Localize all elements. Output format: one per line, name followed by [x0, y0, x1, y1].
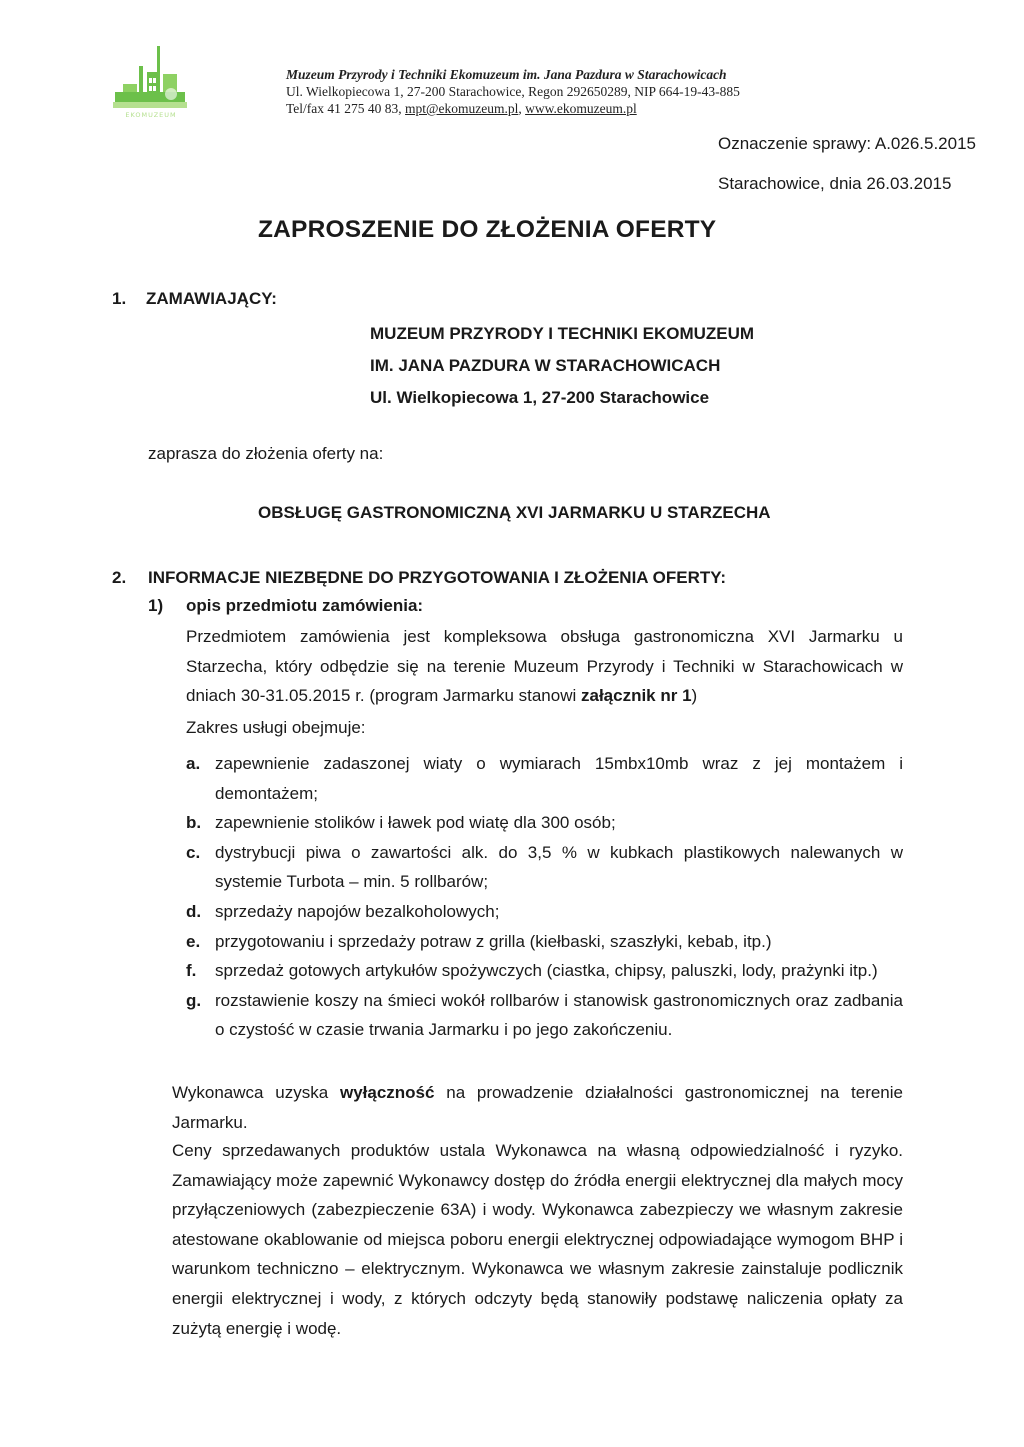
- section-1-title: ZAMAWIAJĄCY:: [146, 289, 277, 308]
- contact-separator: ,: [518, 101, 526, 116]
- exclusivity-post: na prowadzenie działalności gastronomicznej na terenie Jarmarku.: [172, 1083, 903, 1132]
- place-date: Starachowice, dnia 26.03.2015: [718, 174, 952, 193]
- ekomuzeum-logo: [113, 44, 189, 122]
- section-2-heading: [112, 568, 726, 588]
- list-item: [186, 808, 903, 838]
- item-letter: e.: [186, 931, 201, 951]
- address-line: Ul. Wielkopiecowa 1, 27-200 Starachowice, Regon 292650289, NIP 664-19-43-885: [286, 84, 740, 99]
- list-item: [186, 838, 903, 897]
- logo-graphic: [113, 44, 189, 122]
- website-link[interactable]: www.ekomuzeum.pl: [525, 101, 637, 116]
- email-link[interactable]: mpt@ekomuzeum.pl: [405, 101, 519, 116]
- exclusivity-paragraph: [172, 1078, 903, 1137]
- case-reference: Oznaczenie sprawy: A.026.5.2015: [718, 134, 976, 153]
- item-text: przygotowaniu i sprzedaży potraw z grilla (kiełbaski, szaszłyki, kebab, itp.): [215, 931, 772, 951]
- item-text: dystrybucji piwa o zawartości alk. do 3,5 % w kubkach plastikowych nalewanych w systemie Turbota – min. 5 rollbarów;: [215, 842, 903, 892]
- item-letter: b.: [186, 813, 202, 833]
- item-letter: f.: [186, 961, 197, 981]
- org-line-3: Ul. Wielkopiecowa 1, 27-200 Starachowice: [370, 388, 710, 407]
- item-text: sprzedaż gotowych artykułów spożywczych (ciastka, chipsy, paluszki, lody, prażynki itp.): [215, 961, 878, 981]
- subsection-1-number: 1): [148, 596, 164, 615]
- description-text: Przedmiotem zamówienia jest kompleksowa obsługa gastronomiczna XVI Jarmarku u Starzecha, który odbędzie się na terenie Muzeum Przyrody i Techniki w Starachowicach w dniach 30-31.05.2015 r. (program Jarmarku stanowi: [186, 627, 903, 706]
- order-description: [186, 622, 903, 711]
- org-line-2: IM. JANA PAZDURA W STARACHOWICACH: [370, 356, 721, 375]
- item-letter: c.: [186, 842, 201, 862]
- subsection-1-title: opis przedmiotu zamówienia:: [186, 596, 424, 615]
- logo-text: EKOMUZEUM: [125, 111, 177, 119]
- list-item: [186, 897, 903, 927]
- item-text: rozstawienie koszy na śmieci wokół rollbarów i stanowisk gastronomicznych oraz zadbania o czystość w czasie trwania Jarmarku i po jego zakończeniu.: [215, 990, 903, 1040]
- exclusivity-term: wyłączność: [339, 1083, 435, 1102]
- invite-text: zaprasza do złożenia oferty na:: [148, 444, 384, 463]
- item-letter: g.: [186, 990, 202, 1010]
- offer-subject: OBSŁUGĘ GASTRONOMICZNĄ XVI JARMARKU U STARZECHA: [258, 503, 771, 522]
- item-text: sprzedaży napojów bezalkoholowych;: [215, 901, 500, 921]
- org-line-1: MUZEUM PRZYRODY I TECHNIKI EKOMUZEUM: [370, 324, 755, 343]
- scope-list: [186, 749, 903, 1045]
- list-item: [186, 956, 903, 986]
- list-item: [186, 749, 903, 808]
- section-2-title: INFORMACJE NIEZBĘDNE DO PRZYGOTOWANIA I ZŁOŻENIA OFERTY:: [148, 568, 727, 587]
- prices-energy-paragraph: Ceny sprzedawanych produktów ustala Wykonawca na własną odpowiedzialność i ryzyko. Zamawiający może zapewnić Wykonawcy dostęp do źródła energii elektrycznej dla małych mocy przyłączeniowych (zabezpieczenie 63A) i wody. Wykonawca zabezpieczy we własnym zakresie atestowane okablowanie od miejsca poboru energii elektrycznej odpowiadające wymogom BHP i warunkom techniczno – elektrycznym. Wykonawca we własnym zakresie zainstaluje podlicznik energii elektrycznej i wody, z których odczyty będą stanowiły podstawę naliczenia opłaty za zużytą energię i wodę.: [172, 1141, 903, 1338]
- item-letter: a.: [186, 754, 201, 773]
- item-letter: d.: [186, 901, 202, 921]
- section-2-number: 2.: [112, 568, 127, 587]
- subsection-1-heading: [148, 596, 423, 616]
- attachment-reference: załącznik nr 1: [580, 686, 692, 706]
- item-text: zapewnienie zadaszonej wiaty o wymiarach 15mbx10mb wraz z jej montażem i demontażem;: [215, 754, 903, 803]
- list-item: [186, 986, 903, 1045]
- contact-prefix: Tel/fax 41 275 40 83,: [286, 101, 406, 116]
- museum-name: Muzeum Przyrody i Techniki Ekomuzeum im. Jana Pazdura w Starachowicach: [286, 67, 727, 82]
- contact-line: [286, 100, 740, 117]
- scope-intro: Zakres usługi obejmuje:: [186, 718, 366, 737]
- section-1-heading: [112, 289, 277, 309]
- document-title: ZAPROSZENIE DO ZŁOŻENIA OFERTY: [258, 216, 717, 243]
- exclusivity-pre: Wykonawca uzyska: [172, 1083, 340, 1102]
- section-1-number: 1.: [112, 289, 127, 308]
- contracting-authority: [370, 318, 754, 414]
- list-item: [186, 927, 903, 957]
- item-text: zapewnienie stolików i ławek pod wiatę dla 300 osób;: [215, 813, 616, 833]
- letterhead: [286, 66, 740, 117]
- description-end: ): [691, 686, 698, 706]
